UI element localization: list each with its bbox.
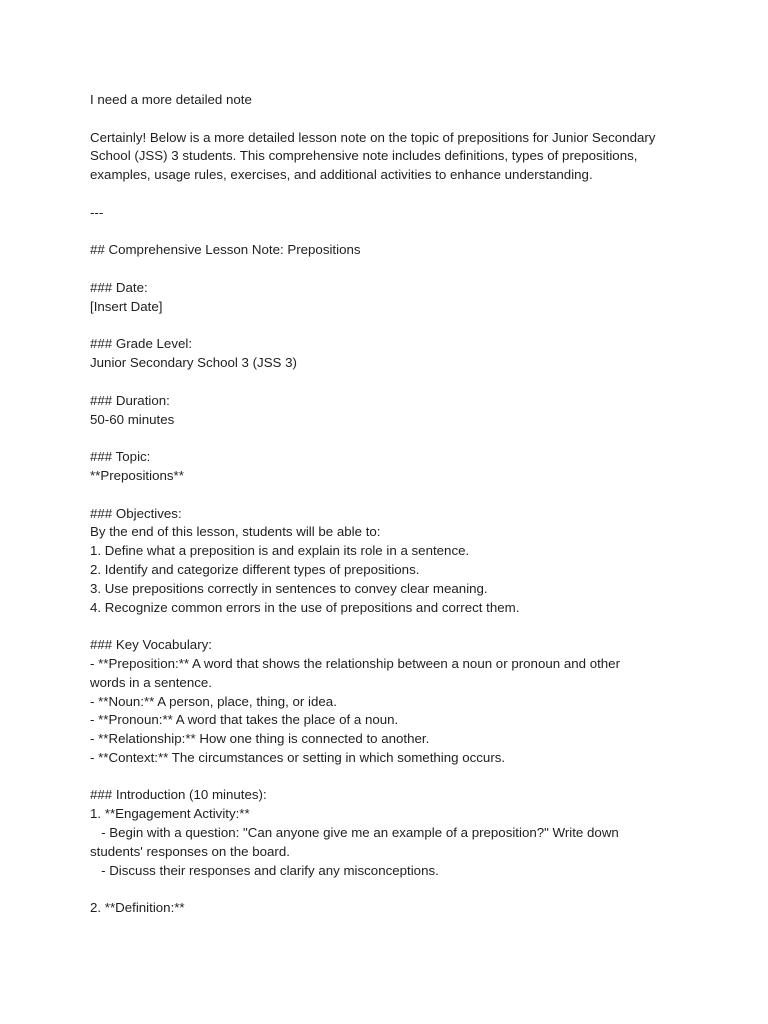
section-heading-duration: ### Duration: xyxy=(90,392,170,408)
blank-line xyxy=(90,223,690,242)
document-title: ## Comprehensive Lesson Note: Prepositions xyxy=(90,242,361,258)
request-text: I need a more detailed note xyxy=(90,92,252,107)
section-heading-objectives: ### Objectives: xyxy=(90,505,182,521)
grade-level-value: Junior Secondary School 3 (JSS 3) xyxy=(90,355,297,371)
section-heading-grade-level: ### Grade Level: xyxy=(90,336,193,352)
objective-item: 1. Define what a preposition is and explain its role in a sentence. xyxy=(90,543,470,559)
blank-line xyxy=(90,185,690,204)
vocabulary-item: - **Pronoun:** A word that takes the place of a noun. xyxy=(90,712,399,728)
intro-paragraph-line: Certainly! Below is a more detailed lesson note on the topic of prepositions for Junior Secondary xyxy=(90,129,656,145)
objective-item: 3. Use prepositions correctly in sentences to convey clear meaning. xyxy=(90,580,488,596)
blank-line xyxy=(90,373,690,392)
section-heading-topic: ### Topic: xyxy=(90,449,151,465)
vocabulary-item-continuation: words in a sentence. xyxy=(90,674,212,690)
blank-line xyxy=(90,110,690,129)
vocabulary-item: - **Noun:** A person, place, thing, or idea. xyxy=(90,693,337,709)
separator-text: --- xyxy=(90,204,104,220)
intro-paragraph-line: examples, usage rules, exercises, and additional activities to enhance understanding. xyxy=(90,167,593,183)
blank-line xyxy=(90,429,690,448)
document-body xyxy=(90,91,690,918)
intro-paragraph-line: School (JSS) 3 students. This comprehensive note includes definitions, types of prepositions, xyxy=(90,148,638,164)
vocabulary-item: - **Relationship:** How one thing is connected to another. xyxy=(90,731,430,747)
introduction-step: 1. **Engagement Activity:** xyxy=(90,806,250,822)
objectives-lead-in: By the end of this lesson, students will be able to: xyxy=(90,524,381,540)
introduction-step: 2. **Definition:** xyxy=(90,900,185,916)
vocabulary-item: - **Context:** The circumstances or setting in which something occurs. xyxy=(90,749,506,765)
section-heading-key-vocabulary: ### Key Vocabulary: xyxy=(90,637,212,653)
vocabulary-item: - **Preposition:** A word that shows the relationship between a noun or pronoun and other xyxy=(90,655,621,671)
blank-line xyxy=(90,260,690,279)
introduction-substep: - Discuss their responses and clarify any misconceptions. xyxy=(90,862,439,878)
blank-line xyxy=(90,617,690,636)
blank-line xyxy=(90,317,690,336)
blank-line xyxy=(90,768,690,787)
section-heading-introduction: ### Introduction (10 minutes): xyxy=(90,787,267,803)
blank-line xyxy=(90,486,690,505)
introduction-substep: - Begin with a question: "Can anyone give me an example of a preposition?" Write down xyxy=(90,825,619,841)
date-value: [Insert Date] xyxy=(90,298,163,314)
objective-item: 2. Identify and categorize different types of prepositions. xyxy=(90,561,420,577)
introduction-substep-continuation: students' responses on the board. xyxy=(90,843,290,859)
blank-line xyxy=(90,880,690,899)
topic-value: **Prepositions** xyxy=(90,467,184,483)
section-heading-date: ### Date: xyxy=(90,279,148,295)
objective-item: 4. Recognize common errors in the use of prepositions and correct them. xyxy=(90,599,520,615)
duration-value: 50-60 minutes xyxy=(90,411,175,427)
